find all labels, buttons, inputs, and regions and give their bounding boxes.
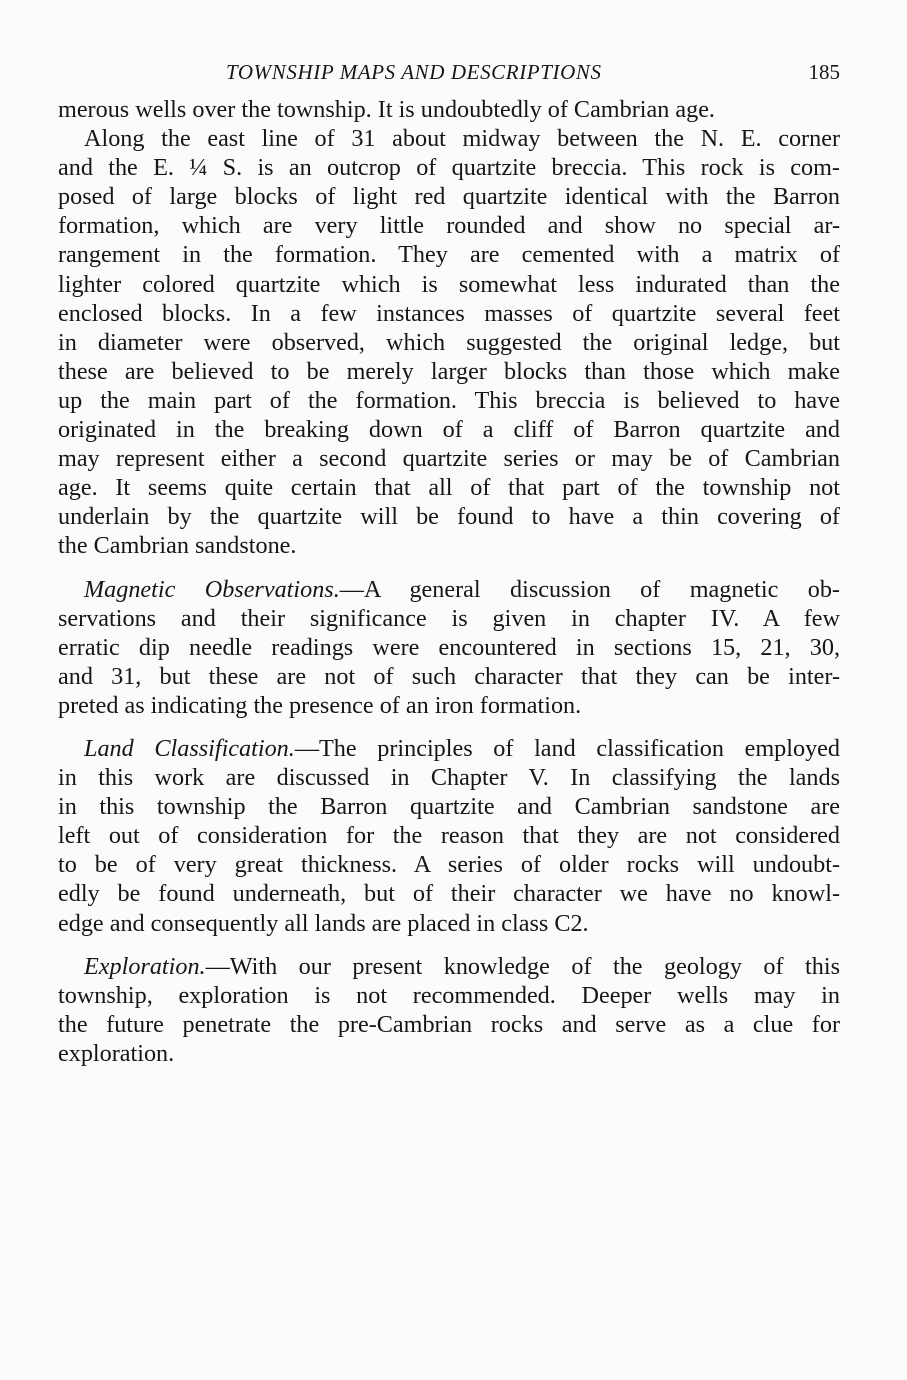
text-line: and 31, but these are not of such character that they can be inter- [58,662,840,690]
text-line: in diameter were observed, which suggested the original ledge, but [58,328,840,356]
paragraph-breccia [58,124,840,560]
text-line-rest: —With our present knowledge of the geology of this [205,952,840,980]
section-lead: Magnetic Observations. [84,575,340,603]
text-line [58,734,840,763]
text-line: exploration. [58,1039,175,1067]
text-line: Along the east line of 31 about midway between the N. E. corner [84,125,840,153]
text-line: posed of large blocks of light red quartzite identical with the Barron [58,183,840,211]
text-line: originated in the breaking down of a cliff of Barron quartzite and [58,416,840,444]
text-line: the future penetrate the pre-Cambrian rocks and serve as a clue for [58,1010,840,1038]
paragraph-land-classification [58,734,840,938]
text-line: age. It seems quite certain that all of that part of the township not [58,474,840,502]
text-line: left out of consideration for the reason that they are not considered [58,822,840,850]
text-line: servations and their significance is given in chapter IV. A few [58,604,840,632]
running-title: TOWNSHIP MAPS AND DESCRIPTIONS [226,60,602,84]
text-line: in this township the Barron quartzite and Cambrian sandstone are [58,793,840,821]
text-line: formation, which are very little rounded and show no special ar- [58,212,840,240]
text-line: edge and consequently all lands are placed in class C2. [58,909,589,937]
text-line: underlain by the quartzite will be found to have a thin covering of [58,503,840,531]
page-number: 185 [808,60,840,84]
text-line: and the E. ¼ S. is an outcrop of quartzite breccia. This rock is com- [58,154,840,182]
section-lead: Land Classification. [84,734,295,762]
text-line: to be of very great thickness. A series of older rocks will undoubt- [58,851,840,879]
text-line: lighter colored quartzite which is somewhat less indurated than the [58,270,840,298]
text-line: merous wells over the township. It is undoubtedly of Cambrian age. [58,96,715,123]
text-line: erratic dip needle readings were encountered in sections 15, 21, 30, [58,633,840,661]
text-line: may represent either a second quartzite series or may be of Cambrian [58,445,840,473]
text-line: preted as indicating the presence of an iron formation. [58,691,582,719]
text-line [58,575,840,604]
text-line: enclosed blocks. In a few instances masses of quartzite several feet [58,299,840,327]
page-header [58,60,840,90]
text-line: rangement in the formation. They are cemented with a matrix of [58,241,840,269]
paragraph-magnetic-observations [58,575,840,720]
paragraph-exploration [58,952,840,1068]
section-lead: Exploration. [84,952,206,980]
text-line: edly be found underneath, but of their character we have no knowl- [58,880,840,908]
text-line: the Cambrian sandstone. [58,532,297,560]
text-line: in this work are discussed in Chapter V. In classifying the lands [58,764,840,792]
paragraph-continuation [58,95,840,124]
text-line: up the main part of the formation. This breccia is believed to have [58,386,840,414]
book-page [58,60,840,1068]
text-line: township, exploration is not recommended. Deeper wells may in [58,981,840,1009]
text-line-rest: —A general discussion of magnetic ob- [339,575,840,603]
text-line-rest: —The principles of land classification employed [294,734,840,762]
text-line [58,952,840,981]
text-line: these are believed to be merely larger blocks than those which make [58,357,840,385]
